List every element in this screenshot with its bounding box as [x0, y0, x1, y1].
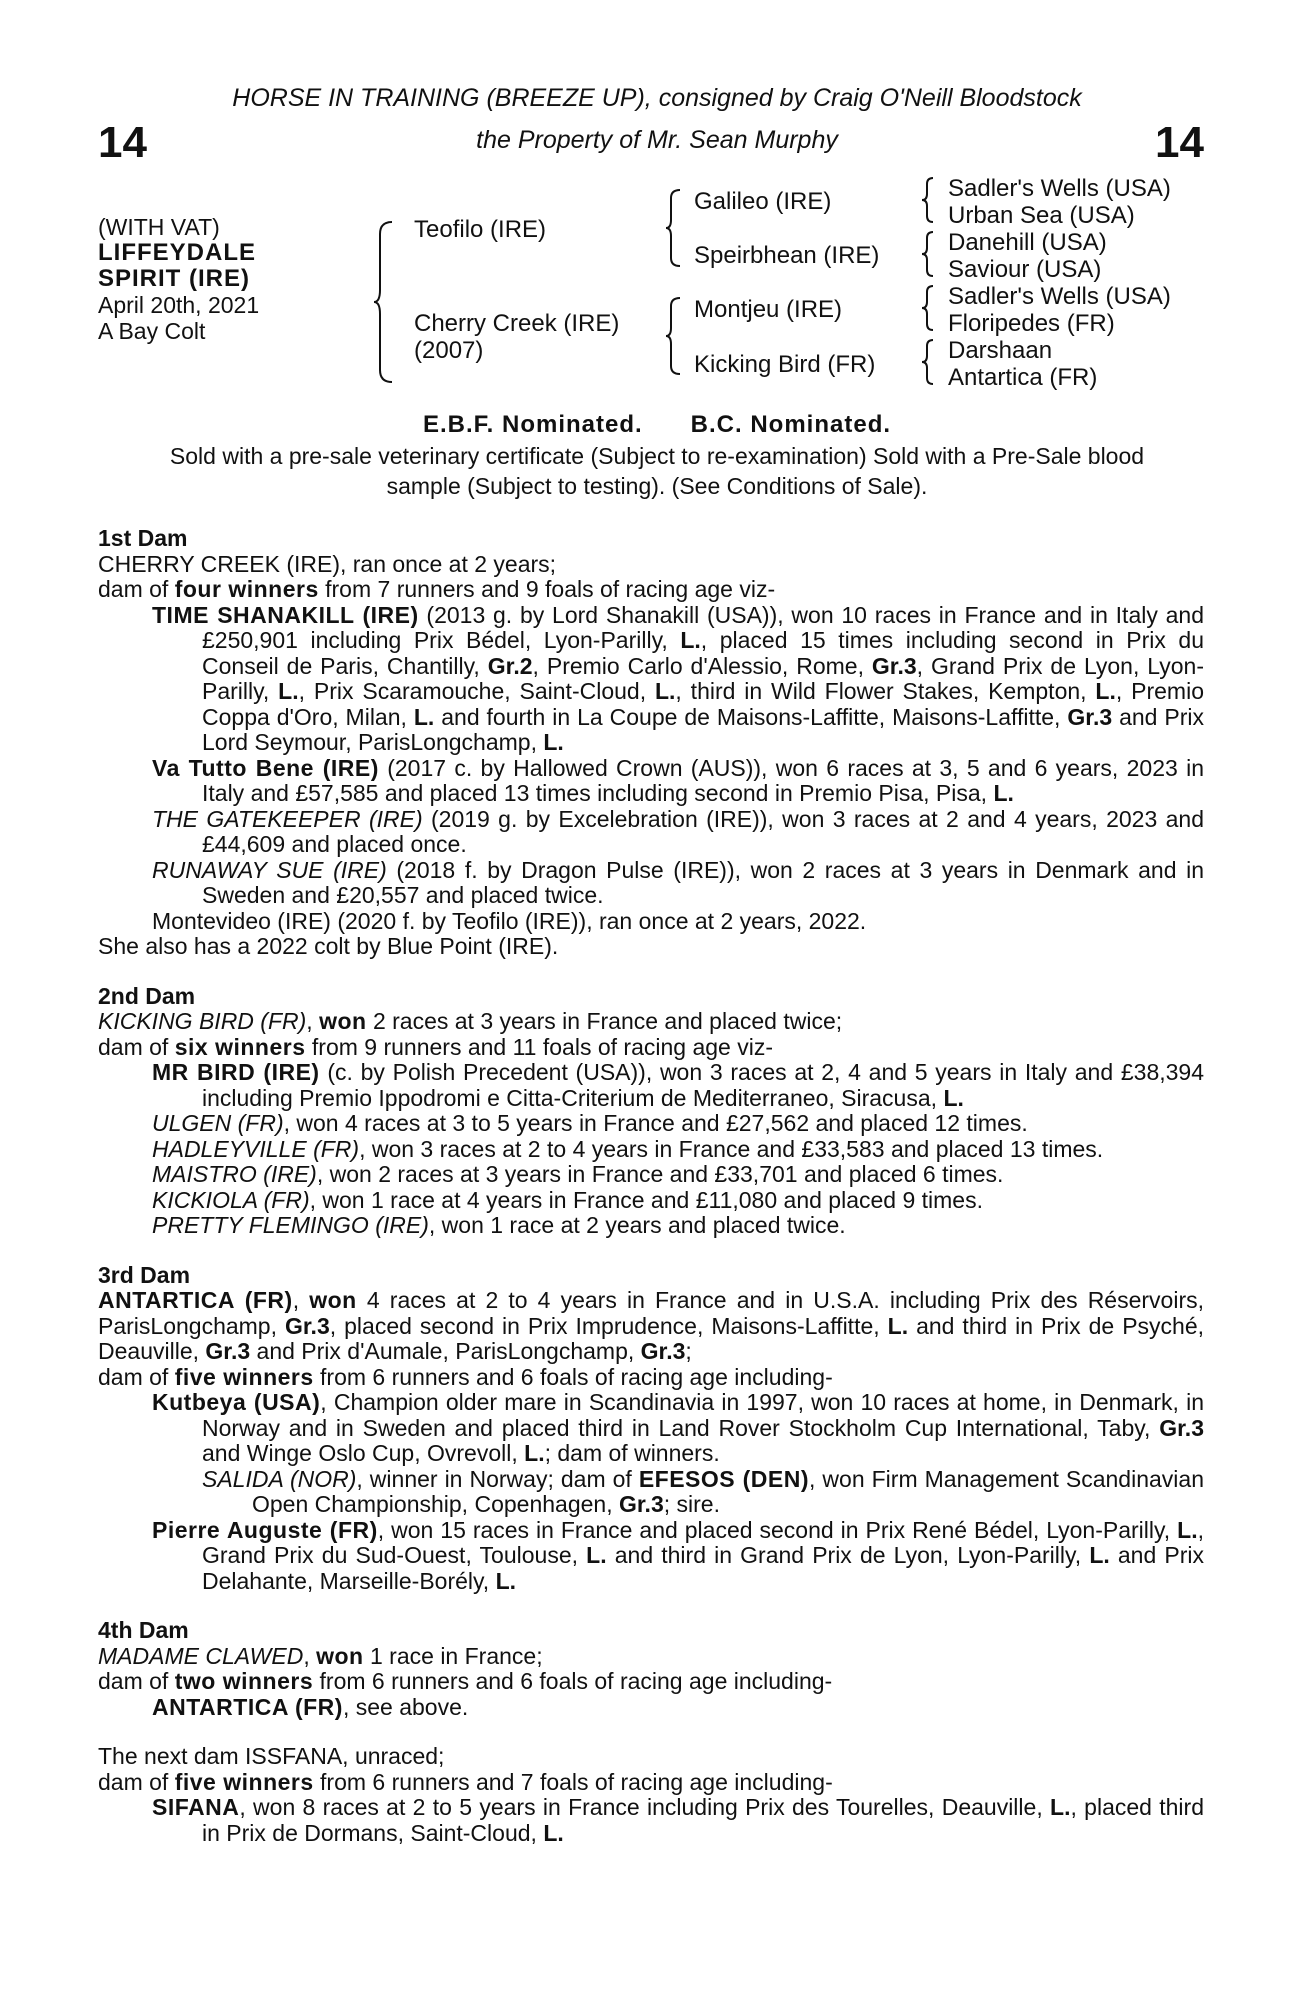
gg-brace-4 — [920, 338, 936, 386]
pedigree-gg3: Danehill (USA) — [948, 229, 1107, 256]
dam-line: CHERRY CREEK (IRE), ran once at 2 years; — [98, 550, 557, 577]
grand-produce-entry: SALIDA (NOR), winner in Norway; dam of EFESOS (DEN), won Firm Management Scandinavian Open Championship, Copenhagen, Gr.3; sire. — [202, 1465, 1204, 1517]
pedigree-dam-year: (2007) — [414, 337, 484, 364]
produce-entry: Montevideo (IRE) (2020 f. by Teofilo (IRE)), ran once at 2 years, 2022. — [152, 907, 867, 934]
ebf-nomination: E.B.F. Nominated. — [422, 411, 643, 438]
dam-produce-line: dam of four winners from 7 runners and 9 foals of racing age viz- — [98, 576, 776, 602]
lot-number-left: 14 — [98, 118, 147, 167]
section-title: 2nd Dam — [98, 982, 196, 1009]
produce-entry: MAISTRO (IRE), won 2 races at 3 years in France and £33,701 and placed 6 times. — [152, 1161, 1004, 1187]
also-has-line: She also has a 2022 colt by Blue Point (IRE). — [98, 933, 559, 959]
pedigree-dam-sire: Montjeu (IRE) — [694, 296, 843, 323]
pedigree-sire-dam: Speirbhean (IRE) — [694, 242, 880, 269]
pedigree-sire: Teofilo (IRE) — [414, 216, 547, 243]
property-line: the Property of Mr. Sean Murphy — [476, 126, 838, 154]
second-dam-section — [98, 984, 1204, 1239]
third-dam-section — [98, 1263, 1204, 1595]
produce-entry: RUNAWAY SUE (IRE) (2018 f. by Dragon Pulse (IRE)), won 2 races at 3 years in Denmark and in Sweden and £20,557 and placed twice. — [152, 856, 1204, 908]
nominations — [0, 410, 1314, 440]
produce-entry: Va Tutto Bene (IRE) (2017 c. by Hallowed Crown (AUS)), won 6 races at 3, 5 and 6 years, 2023 in Italy and £57,585 and placed 13 times including second in Premio Pisa, Pisa, L. — [152, 754, 1204, 806]
dam-brace — [664, 296, 684, 376]
horse-name-line1: LIFFEYDALE — [98, 239, 256, 266]
section-title: 3rd Dam — [98, 1261, 191, 1288]
catalogue-body — [98, 526, 1204, 1846]
next-dam-section — [98, 1744, 1204, 1846]
pedigree-sire-sire: Galileo (IRE) — [694, 188, 832, 215]
produce-entry: ULGEN (FR), won 4 races at 3 to 5 years in France and £27,562 and placed 12 times. — [152, 1110, 1028, 1136]
lot-number-right: 14 — [1155, 118, 1204, 167]
gg-brace-3 — [920, 284, 936, 332]
bc-nomination: B.C. Nominated. — [690, 411, 892, 438]
produce-entry: ANTARTICA (FR), see above. — [152, 1693, 469, 1720]
section-title: 1st Dam — [98, 525, 188, 551]
dam-produce-line: dam of two winners from 6 runners and 6 foals of racing age including- — [98, 1668, 833, 1694]
produce-entry: MR BIRD (IRE) (c. by Polish Precedent (USA)), won 3 races at 2, 4 and 5 years in Italy and £38,394 including Premio Ippodromi e Citta-Criterium de Mediterraneo, Siracusa, L. — [152, 1059, 1204, 1111]
pedigree-gg8: Antartica (FR) — [948, 364, 1098, 391]
dam-produce-line: dam of six winners from 9 runners and 11 foals of racing age viz- — [98, 1033, 773, 1060]
dam-produce-line: dam of five winners from 6 runners and 7 foals of racing age including- — [98, 1768, 833, 1795]
dam-produce-line: dam of five winners from 6 runners and 6 foals of racing age including- — [98, 1363, 833, 1390]
fourth-dam-section — [98, 1618, 1204, 1720]
first-dam-section — [98, 526, 1204, 960]
pedigree-gg7: Darshaan — [948, 337, 1053, 364]
sale-note-line2: sample (Subject to testing). (See Conditions of Sale). — [386, 473, 928, 499]
section-title: 4th Dam — [98, 1617, 189, 1643]
produce-entry: TIME SHANAKILL (IRE) (2013 g. by Lord Shanakill (USA)), won 10 races in France and in Italy and £250,901 including Prix Bédel, Lyon-Parilly, L., placed 15 times including second in Prix du Conseil de Paris, Chantilly, Gr.2, Premio Carlo d'Alessio, Rome, Gr.3, Grand Prix de Lyon, Lyon-Parilly, L., Prix Scaramouche, Saint-Cloud, L., third in Wild Flower Stakes, Kempton, L., Premio Coppa d'Oro, Milan, L. and fourth in La Coupe de Maisons-Laffitte, Maisons-Laffitte, Gr.3 and Prix Lord Seymour, ParisLongchamp, L. — [152, 601, 1205, 755]
gg-brace-2 — [920, 230, 936, 278]
produce-entry: PRETTY FLEMINGO (IRE), won 1 race at 2 years and placed twice. — [152, 1212, 846, 1238]
consignor-line: HORSE IN TRAINING (BREEZE UP), consigned by Craig O'Neill Bloodstock — [232, 84, 1082, 112]
pedigree-gg6: Floripedes (FR) — [948, 310, 1115, 337]
pedigree-gg4: Saviour (USA) — [948, 256, 1102, 283]
foaling-date: April 20th, 2021 — [98, 292, 260, 318]
pedigree-gg5: Sadler's Wells (USA) — [948, 283, 1171, 310]
horse-description: A Bay Colt — [98, 318, 206, 344]
horse-name-line2: SPIRIT (IRE) — [98, 265, 251, 292]
dam-line: ANTARTICA (FR), won 4 races at 2 to 4 years in France and in U.S.A. including Prix des Réservoirs, ParisLongchamp, Gr.3, placed second in Prix Imprudence, Maisons-Laffitte, L. and third in Prix de Psyché, Deauville, Gr.3 and Prix d'Aumale, ParisLongchamp, Gr.3; — [98, 1287, 1205, 1364]
produce-entry: HADLEYVILLE (FR), won 3 races at 2 to 4 years in France and £33,583 and placed 13 times. — [152, 1135, 1104, 1162]
pedigree-gg1: Sadler's Wells (USA) — [948, 175, 1171, 202]
gg-brace-1 — [920, 176, 936, 224]
pedigree-gg2: Urban Sea (USA) — [948, 202, 1135, 229]
vat-label: (WITH VAT) — [98, 214, 220, 240]
produce-entry: KICKIOLA (FR), won 1 race at 4 years in France and £11,080 and placed 9 times. — [152, 1186, 983, 1213]
sale-note-line1: Sold with a pre-sale veterinary certificate (Subject to re-examination) Sold with a Pre-Sale blood — [169, 443, 1145, 469]
pedigree-dam: Cherry Creek (IRE) — [414, 310, 620, 337]
sire-dam-brace — [372, 220, 396, 385]
dam-line: The next dam ISSFANA, unraced; — [98, 1743, 445, 1769]
produce-entry: THE GATEKEEPER (IRE) (2019 g. by Excelebration (IRE)), won 3 races at 2 and 4 years, 2023 and £44,609 and placed once. — [152, 805, 1204, 857]
dam-line: MADAME CLAWED, won 1 race in France; — [98, 1642, 543, 1669]
produce-entry: Pierre Auguste (FR), won 15 races in France and placed second in Prix René Bédel, Lyon-Parilly, L., Grand Prix du Sud-Ouest, Toulouse, L. and third in Grand Prix de Lyon, Lyon-Parilly, L. and Prix Delahante, Marseille-Borély, L. — [152, 1516, 1205, 1594]
pedigree-dam-dam: Kicking Bird (FR) — [694, 351, 876, 378]
horse-info — [98, 214, 259, 344]
sire-brace — [664, 188, 684, 268]
produce-entry: SIFANA, won 8 races at 2 to 5 years in France including Prix des Tourelles, Deauville, L., placed third in Prix de Dormans, Saint-Cloud, L. — [152, 1794, 1204, 1846]
dam-line: KICKING BIRD (FR), won 2 races at 3 years in France and placed twice; — [98, 1008, 843, 1034]
produce-entry: Kutbeya (USA), Champion older mare in Scandinavia in 1997, won 10 races at home, in Denmark, in Norway and in Sweden and placed third in Land Rover Stockholm Cup International, Taby, Gr.3 and Winge Oslo Cup, Ovrevoll, L.; dam of winners. — [152, 1389, 1204, 1466]
